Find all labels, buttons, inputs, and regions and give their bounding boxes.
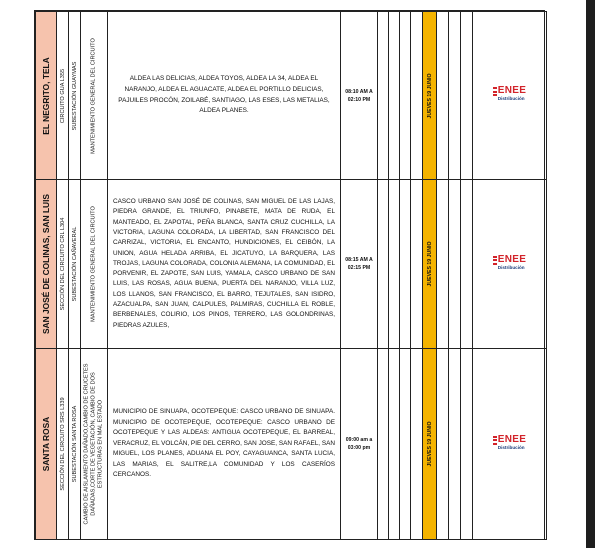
blank-cell	[437, 349, 449, 540]
outage-time: 08:10 AM A 02:10 PM	[341, 12, 378, 180]
area-name-cell	[36, 12, 57, 180]
blank-cell	[461, 12, 473, 180]
logo-word: ENEE	[497, 85, 527, 96]
activity-label: MANTENIMIENTO GENERAL DEL CIRCUITO	[90, 206, 97, 322]
area-name: EL NEGRITO, TELA	[41, 16, 51, 176]
substation-cell	[69, 180, 81, 349]
blank-cell	[400, 349, 411, 540]
circuit-cell	[57, 12, 69, 180]
outage-schedule-sheet	[34, 10, 545, 540]
schedule-row	[36, 180, 547, 349]
area-name: SANTA ROSA	[41, 354, 51, 534]
blank-cell	[389, 12, 400, 180]
area-name: SAN JOSÉ DE COLINAS, SAN LUIS	[41, 184, 51, 344]
enee-logo	[493, 255, 526, 271]
blank-cell	[411, 12, 423, 180]
blank-cell	[389, 180, 400, 349]
blank-cell	[411, 180, 423, 349]
blank-cell	[461, 349, 473, 540]
blank-cell	[400, 12, 411, 180]
circuit-label: CIRCUITO GUA L355	[59, 68, 66, 123]
date-cell	[423, 349, 437, 540]
substation-cell	[69, 349, 81, 540]
outage-date: JUEVES 19 JUNIO	[426, 241, 433, 287]
outage-date: JUEVES 19 JUNIO	[426, 421, 433, 467]
blank-cell	[437, 12, 449, 180]
activity-label: MANTENIMIENTO GENERAL DEL CIRCUITO	[90, 37, 97, 154]
circuit-cell	[57, 349, 69, 540]
date-cell	[423, 180, 437, 349]
blank-cell	[461, 180, 473, 349]
date-cell	[423, 12, 437, 180]
substation-label: SUBESTACIÓN GUAYMAS	[71, 61, 78, 130]
schedule-row	[36, 349, 547, 540]
substation-label: SUBESTACIÓN SANTA ROSA	[71, 405, 78, 483]
logo-cell	[473, 12, 547, 180]
activity-cell	[81, 180, 108, 349]
blank-cell	[378, 349, 389, 540]
outage-time: 09:00 am a 03:00 pm	[341, 349, 378, 540]
activity-label: CAMBIO DE AISLAMIENTO DAÑADO,CAMBIO DE CRUCETES DAÑADAS,CORTE DE VEGETACIÓN, CAMBIO DE DOS ESTRUCTURAS EN MAL ESTADO	[83, 363, 104, 525]
affected-areas: CASCO URBANO SAN JOSÉ DE COLINAS, SAN MIGUEL DE LAS LAJAS, PIEDRA GRANDE, EL TRIUNFO, PINABETE, MATA DE RUDA, EL MANTEADO, EL ZAPOTAL, PEÑA BLANCA, SANTA CRUZ CUCHILLA, LA VICTORIA, LAGUNA COLORADA, LA LIBERTAD, SAN FRANCISCO DEL CARRIZAL, VICTORIA, EL ENCANTO, HUNDICIONES, EL CEIBÓN, LA UNION, AGUA HELADA ARRIBA, EL JICATUYO, LA BARQUERA, LAS TROJAS, LAGUNA COLORADA, COLONIA ALEMANA, LA COMUNIDAD, EL PORVENIR, EL ZAPOTE, SAN LUIS, YAMALA, CASCO URBANO DE SAN LUIS, LAS ROSAS, AGUA BUENA, PUERTA DEL NARANJO, VILLA LUZ, LOS LLANOS, SAN FRANCISCO, EL BARRO, TEJUTALES, SAN ISIDRO, AZACUALPA, SAN JUAN, CALPULES, PALMIRAS, CUCHILLA EL ROBLE, BERBENALES, COLIRIO, LOS PINOS, TERRERO, LAS GOLONDRINAS, PIEDRAS AZULES,	[108, 180, 341, 349]
substation-label: SUBESTACIÓN CAÑAVERAL	[71, 226, 78, 302]
schedule-row	[36, 12, 547, 180]
area-name-cell	[36, 349, 57, 540]
logo-word: ENEE	[497, 253, 527, 265]
outage-time: 08:15 AM A 02:15 PM	[341, 180, 378, 349]
blank-cell	[389, 349, 400, 540]
enee-logo	[493, 86, 526, 102]
activity-cell	[81, 12, 108, 180]
logo-cell	[473, 349, 547, 540]
enee-logo-icon	[493, 87, 497, 99]
outage-schedule-table	[35, 11, 547, 540]
blank-cell	[411, 349, 423, 540]
substation-cell	[69, 12, 81, 180]
logo-subtitle: Distribución	[497, 264, 525, 270]
logo-cell	[473, 180, 547, 349]
enee-logo	[493, 435, 526, 451]
blank-cell	[437, 180, 449, 349]
enee-logo-icon	[493, 256, 497, 268]
blank-cell	[449, 180, 461, 349]
circuit-label: SECCIÓN DEL CIRCUITO SRS L339	[59, 397, 66, 491]
blank-cell	[400, 180, 411, 349]
viewer-scrollbar-edge	[586, 0, 595, 548]
area-name-cell	[36, 180, 57, 349]
circuit-label: SECCIÓN DEL CIRCUITO CRL L304	[59, 217, 66, 311]
logo-subtitle: Distribución	[497, 444, 525, 450]
blank-cell	[449, 349, 461, 540]
logo-subtitle: Distribución	[497, 96, 525, 101]
enee-logo-icon	[493, 436, 497, 448]
blank-cell	[449, 12, 461, 180]
logo-word: ENEE	[497, 433, 527, 445]
affected-areas: ALDEA LAS DELICIAS, ALDEA TOYOS, ALDEA LA 34, ALDEA EL NARANJO, ALDEA EL AGUACATE, ALDEA EL PORTILLO DELICIAS, PAJUILES PROCÓN, ZOILABÉ, SANTIAGO, LAS ESES, LAS METALIAS, ALDEA PLANES.	[108, 12, 341, 180]
outage-date: JUEVES 19 JUNIO	[426, 73, 433, 118]
blank-cell	[378, 180, 389, 349]
activity-cell	[81, 349, 108, 540]
affected-areas: MUNICIPIO DE SINUAPA, OCOTEPEQUE: CASCO URBANO DE SINUAPA. MUNICIPIO DE OCOTEPEQUE, OCOTEPEQUE: CASCO URBANO DE OCOTEPEQUE Y LAS ALDEAS: ANTIGUA OCOTEPEQUE, EL BARREAL, VERACRUZ, EL VOLCÁN, PIE DEL CERRO, SAN JOSE, SAN RAFAEL, SAN MIGUEL, LOS PLANES, ADUANA EL POY, CAYAGUANCA, SANTA LUCIA, LAS MARIAS, EL SALITRE,LA COMUNIDAD Y LOS CASERÍOS CERCANOS.	[108, 349, 341, 540]
circuit-cell	[57, 180, 69, 349]
blank-cell	[378, 12, 389, 180]
